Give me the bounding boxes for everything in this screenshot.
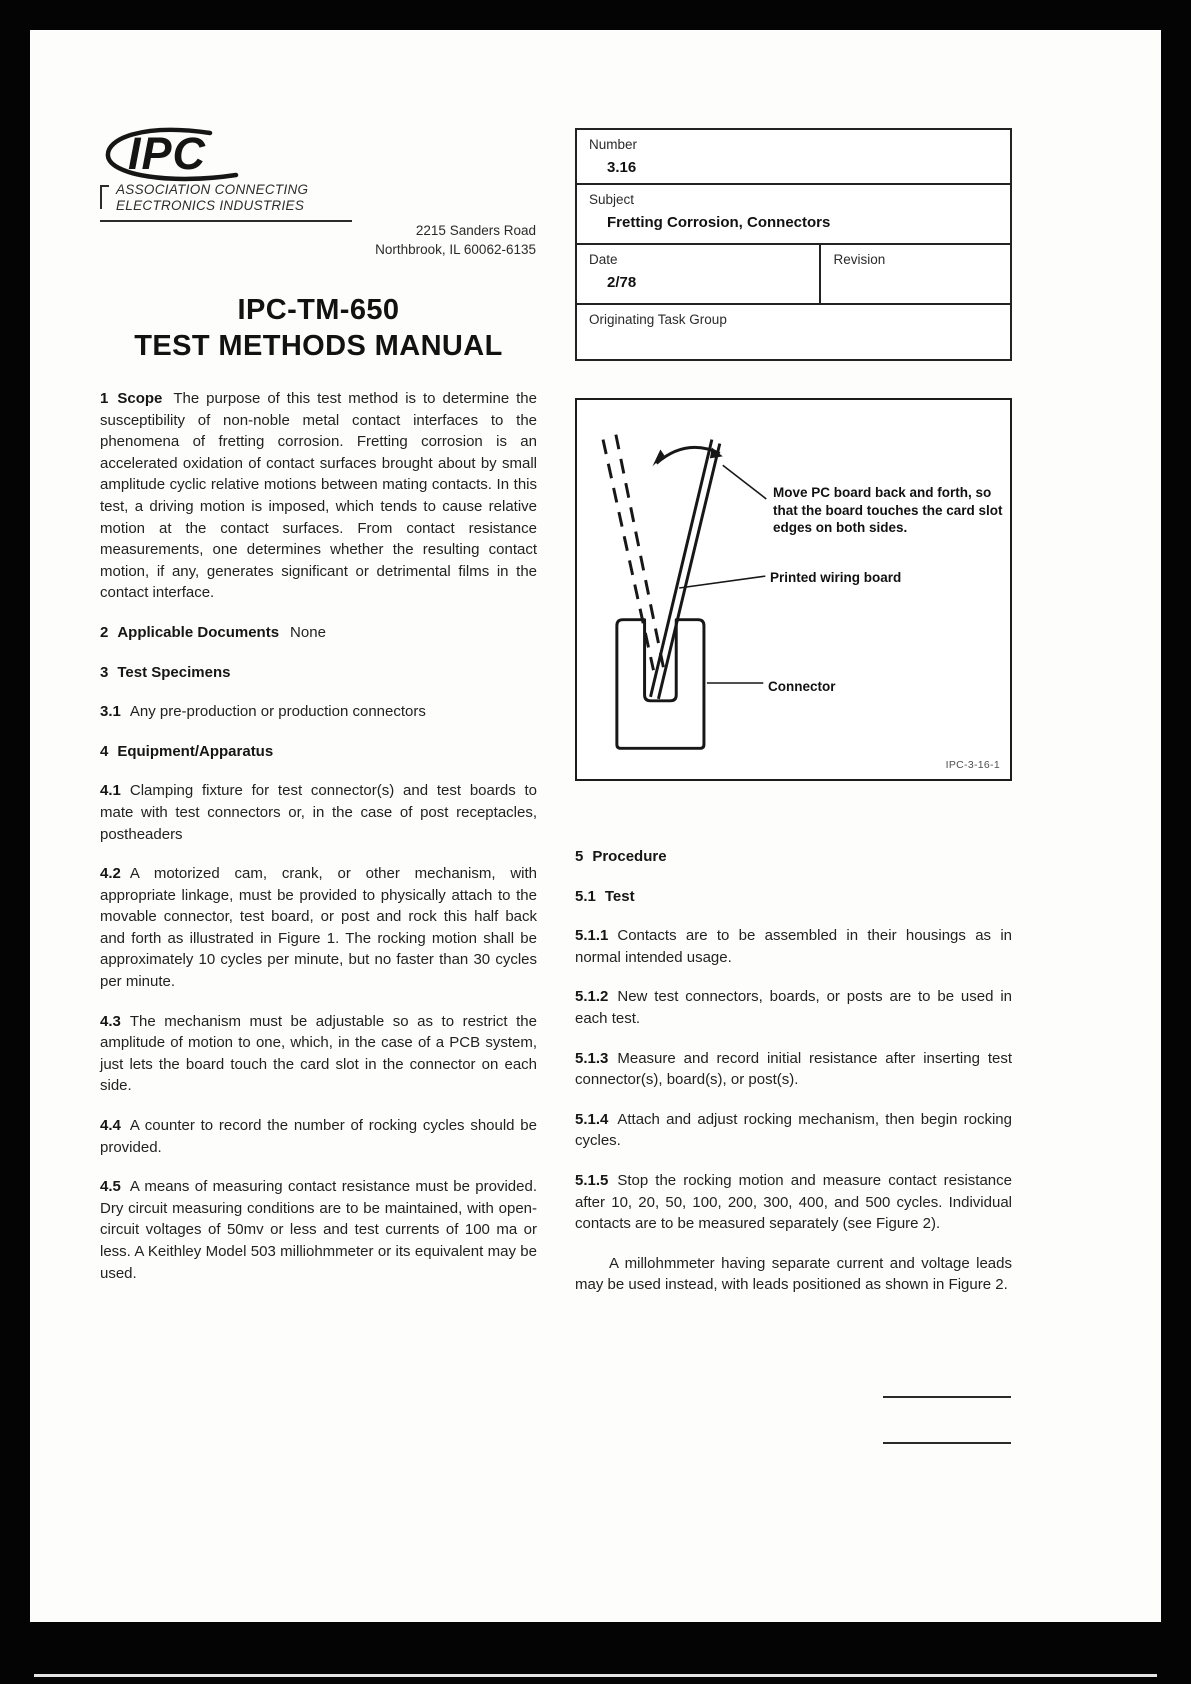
section-1-scope [100, 388, 537, 604]
date-label: Date [589, 252, 618, 267]
address-block [310, 222, 536, 260]
info-row-subject [577, 185, 1010, 245]
section-title: Scope [117, 390, 163, 407]
figure-1 [575, 398, 1012, 781]
leader-board [679, 576, 765, 588]
para-millohmmeter-note [575, 1253, 1012, 1296]
section-number: 5.1.2 [575, 988, 609, 1006]
section-number: 4.1 [100, 782, 121, 800]
section-number: 4.4 [100, 1117, 121, 1135]
number-label: Number [589, 137, 638, 152]
para-5-1-3 [575, 1048, 1012, 1091]
section-number: 5.1.1 [575, 927, 609, 945]
section-title: Applicable Documents [117, 623, 280, 641]
section-text: Measure and record initial resistance after inserting test connector(s), board(s), or post(s). [575, 1049, 1012, 1089]
figure-code: IPC-3-16-1 [945, 759, 1000, 771]
section-2-applicable-documents [100, 622, 537, 644]
connector-outline [617, 620, 704, 749]
para-5-1-2 [575, 986, 1012, 1029]
blank-rule-1 [883, 1396, 1011, 1398]
rocking-arrow-arc [656, 447, 719, 463]
blank-rule-2 [883, 1442, 1011, 1444]
section-number: 5.1.4 [575, 1110, 609, 1128]
para-4-4 [100, 1115, 537, 1158]
number-value: 3.16 [607, 159, 637, 176]
info-row-number [577, 130, 1010, 185]
info-table [575, 128, 1012, 361]
para-5-1-4 [575, 1109, 1012, 1152]
arrow-head-right [710, 447, 723, 458]
para-4-2 [100, 863, 537, 993]
figure-callout-motion: Move PC board back and forth, so that the board touches the card slot edges on both sides. [773, 485, 1003, 536]
section-title: Procedure [592, 848, 667, 865]
section-5-procedure [575, 846, 1012, 868]
para-4-1 [100, 780, 537, 845]
ipc-logo [98, 124, 278, 188]
tagline-bracket-icon [100, 185, 109, 209]
document-page [30, 30, 1161, 1622]
title-line-2: TEST METHODS MANUAL [134, 330, 503, 363]
board-edge-2 [658, 444, 719, 699]
left-column [100, 388, 537, 1302]
section-text: A millohmmeter having separate current and voltage leads may be used instead, with leads positioned as shown in Figure 2. [575, 1254, 1012, 1294]
section-text: The purpose of this test method is to determine the susceptibility of non-noble metal contact interfaces to the phenomena of fretting corrosion. Fretting corrosion is an accelerated oxidation of contact surfaces brought about by small amplitude cyclic relative motions between mating contacts. In this test, a driving motion is imposed, which tends to cause relative motion at the contact surfaces. From contact resistance measurements, one determines whether the resulting contact motion, if any, generates significant or detrimental films in the contact interface. [100, 390, 537, 602]
right-column [575, 846, 1012, 1314]
subject-value: Fretting Corrosion, Connectors [607, 214, 831, 231]
section-text: Clamping fixture for test connector(s) and test boards to mate with test connectors or, in the case of post receptacles, postheaders [100, 782, 537, 843]
para-3-1 [100, 701, 537, 723]
para-4-5 [100, 1176, 537, 1284]
address-line-2: Northbrook, IL 60062-6135 [375, 241, 536, 257]
org-line-2: ELECTRONICS INDUSTRIES [116, 198, 305, 214]
info-row-date-revision [577, 245, 1010, 305]
org-tagline [100, 182, 352, 222]
section-number: 4.5 [100, 1178, 121, 1196]
section-number: 2 [100, 623, 109, 641]
section-number: 4.3 [100, 1012, 121, 1030]
dashed-board-edge-2 [616, 435, 663, 668]
section-number: 5 [575, 848, 584, 865]
para-5-1-1 [575, 925, 1012, 968]
section-number: 5.1 [575, 887, 596, 905]
task-group-label: Originating Task Group [589, 312, 727, 327]
org-tagline-lines [116, 182, 308, 214]
figure-callout-connector: Connector [768, 679, 836, 694]
para-4-3 [100, 1011, 537, 1097]
leader-motion [723, 465, 767, 499]
para-5-1-5 [575, 1170, 1012, 1235]
scan-artifact-line [34, 1674, 1157, 1677]
section-number: 4 [100, 742, 109, 760]
section-text: New test connectors, boards, or posts are to be used in each test. [575, 988, 1012, 1027]
figure-callout-board: Printed wiring board [770, 570, 902, 585]
section-text: None [290, 623, 326, 641]
document-title [100, 292, 537, 365]
section-text: Attach and adjust rocking mechanism, then begin rocking cycles. [575, 1110, 1012, 1150]
section-number: 3.1 [100, 703, 121, 721]
section-text: Contacts are to be assembled in their housings as in normal intended usage. [575, 927, 1012, 966]
date-value: 2/78 [607, 274, 637, 291]
section-number: 5.1.3 [575, 1049, 609, 1067]
section-title: Test Specimens [117, 663, 231, 681]
org-line-1: ASSOCIATION CONNECTING [116, 182, 309, 197]
section-title: Equipment/Apparatus [117, 742, 274, 760]
figure-drawing [577, 400, 1010, 779]
section-text: Any pre-production or production connectors [129, 703, 426, 721]
date-cell [577, 245, 819, 303]
section-4-equipment-apparatus [100, 741, 537, 763]
title-line-1: IPC-TM-650 [237, 294, 400, 326]
section-text: A counter to record the number of rocking cycles should be provided. [100, 1117, 537, 1156]
section-number: 3 [100, 663, 109, 681]
section-text: Stop the rocking motion and measure contact resistance after 10, 20, 50, 100, 200, 300, 400, and 500 cycles. Individual contacts are to be measured separately (see Figure 2). [575, 1171, 1012, 1233]
section-text: The mechanism must be adjustable so as to restrict the amplitude of motion to one, which, in the case of a PCB system, just lets the board touch the card slot in the connector on each side. [100, 1012, 537, 1095]
subject-label: Subject [589, 192, 635, 207]
ipc-logo-text: IPC [128, 128, 207, 179]
section-text: A means of measuring contact resistance must be provided. Dry circuit measuring conditions are to be maintained, with open-circuit voltages of 50mv or less and test currents of 100 ma or less. A Keithley Model 503 milliohmmeter or its equivalent may be used. [100, 1178, 537, 1282]
section-3-test-specimens [100, 662, 537, 684]
section-text: A motorized cam, crank, or other mechanism, with appropriate linkage, must be provided to physically attach to the movable connector, test board, or post and rock this half back and forth as illustrated in Figure 1. The rocking motion shall be approximately 10 cycles per minute, but no faster than 30 cycles per minute. [100, 865, 537, 991]
address-line-1: 2215 Sanders Road [415, 223, 536, 238]
section-number: 1 [100, 390, 109, 407]
revision-label: Revision [833, 252, 886, 267]
info-row-task-group [577, 305, 1010, 359]
section-number: 4.2 [100, 865, 121, 883]
section-title: Test [604, 887, 635, 905]
section-5-1-test [575, 886, 1012, 908]
section-number: 5.1.5 [575, 1171, 609, 1189]
revision-cell [819, 245, 1010, 303]
